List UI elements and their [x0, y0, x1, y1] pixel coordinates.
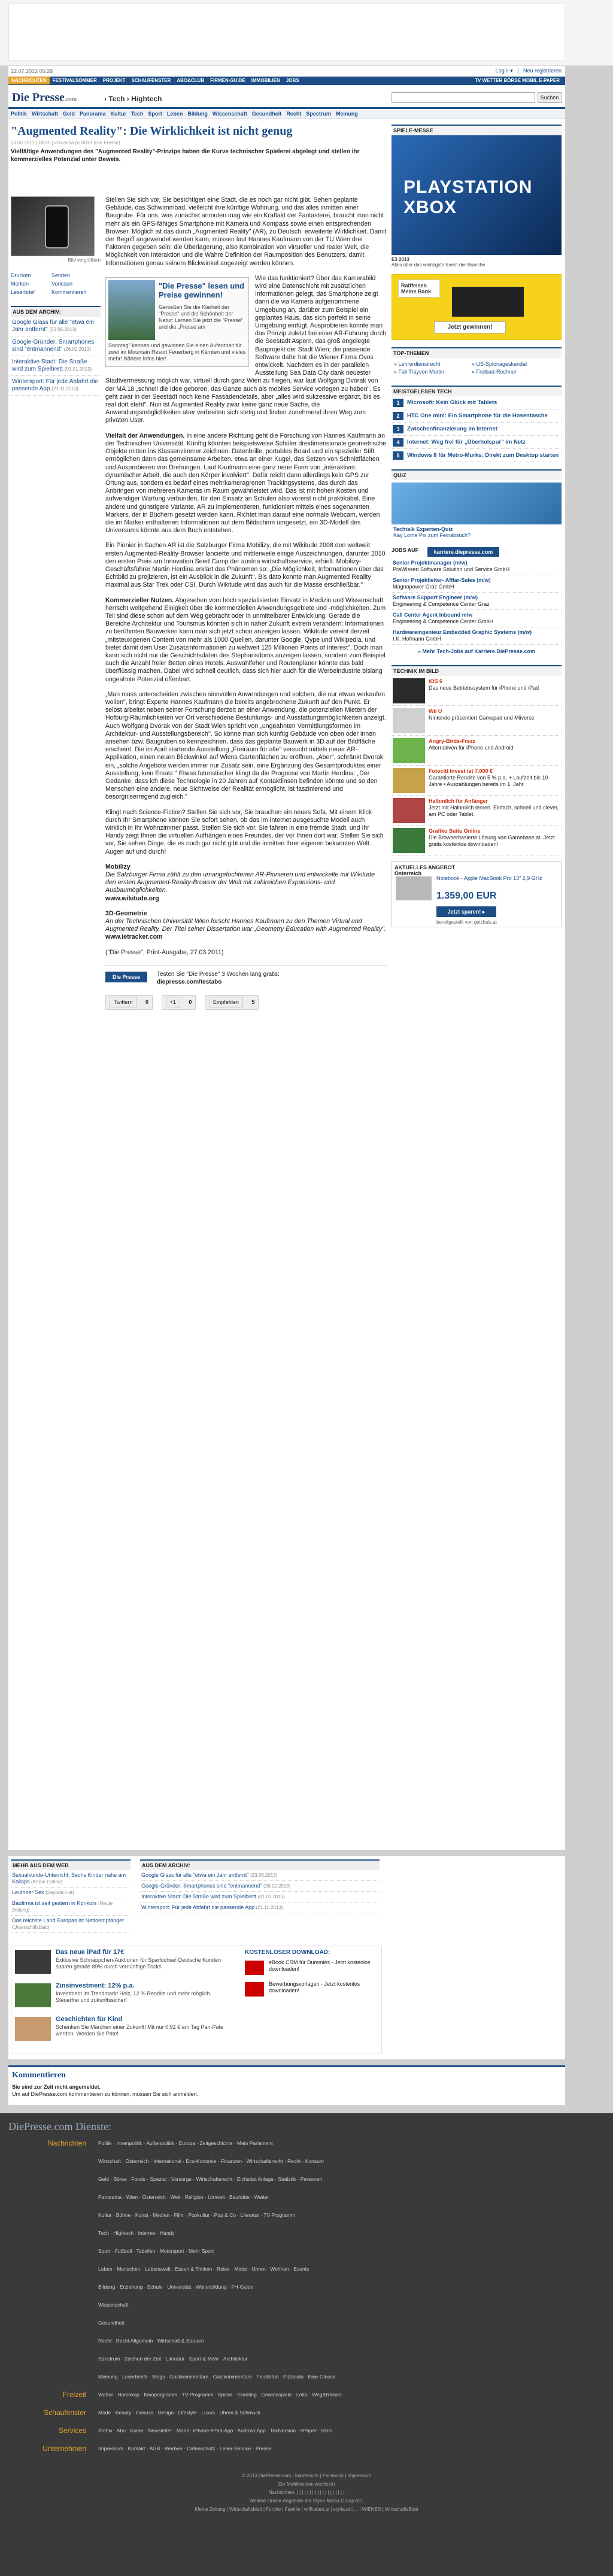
footer-legal-4: Weitere Online-Angebote der Styria Media Group AG: [249, 2498, 364, 2504]
job-item[interactable]: Senior Projektleiter- Afflar-Sales (m/w) Magnopower Graz GmbH [392, 575, 562, 593]
subnav-item[interactable]: Tech [131, 111, 144, 117]
footer-category-label: Freizeit [62, 2390, 86, 2399]
job-item[interactable]: Software Support Engineer (m/w) Engineering & Competence Center Graz [392, 593, 562, 610]
comments-title: Kommentieren [12, 2071, 66, 2080]
jobs-logo[interactable]: karriere.diepresse.com [427, 547, 499, 557]
smartphone-illustration [45, 205, 69, 248]
list-item[interactable]: 2 HTC One mini: Ein Smartphone für die Hosentasche [392, 409, 562, 423]
list-item[interactable]: 3 Zwischenfinanzierung im Internet [392, 423, 562, 436]
topthemen-list [392, 358, 562, 378]
sidebar [392, 125, 562, 927]
article-source: ("Die Presse", Print-Ausgabe, 27.03.2011) [105, 948, 224, 956]
datetime: 22.07.2013 05:28 [11, 68, 53, 74]
article-dateline: 26.03.2011 | 18:05 | von anna pribitzer (Die Presse) [11, 140, 120, 145]
subnav-item[interactable]: Meinung [335, 111, 358, 117]
list-item[interactable]: Sexualkunde-Unterricht: Sechs Kinder nahe am Kollaps (Krone Online) [11, 1870, 131, 1888]
thumbnail [393, 828, 425, 853]
list-item[interactable]: 1 Microsoft: Kein Glück mit Tablets [392, 396, 562, 409]
gallery-item[interactable]: Fotocitt Invest ist 7.000 € Garantierte Rendite von 5 % p.a. + Laufzeit bis 10 Jahre • Auszahlungen bereits im 1. Jahr [392, 766, 562, 796]
comments-login-status: Sie sind zur Zeit nicht angemeldet. [12, 2084, 101, 2090]
subnav-item[interactable]: Leben [166, 111, 183, 117]
thumbnail [15, 1950, 51, 1974]
promo-row[interactable]: Zinsinvestment: 12% p.a. Investment im Trendmarkt Holz, 12 % Rendite und mehr möglich. Steuerfrei und zukunftssicher! [15, 1982, 236, 2011]
thumbnail [393, 768, 425, 793]
footer-links[interactable]: Gesundheit [98, 2320, 125, 2326]
comment-button[interactable]: Kommentieren [51, 289, 87, 295]
footer-links[interactable]: Panorama · Wien · Österreich · Welt · Religion · Umwelt · Bauhütte · Wetter [98, 2194, 269, 2200]
mobilizy-link[interactable]: www.wikitude.org [105, 894, 159, 902]
quiz-title: QUIZ [392, 469, 562, 480]
letter-button[interactable]: Leserbrief [11, 289, 35, 295]
list-item[interactable]: Das reichste Land Europas ist Nettoempfänger (Unterschiffsblatt) [11, 1916, 131, 1933]
article-lead: Vielfältige Anwendungen des "Augmented Reality"-Prinzips haben die Kurve technischer Spielerei abgelegt und stellen ihr kommerzielles Potenzial unter Beweis. [11, 148, 360, 163]
footer-legal-3: Nachrichten: | | | | | | | | | | | | | | | | | | | [268, 2490, 345, 2495]
comments-login-hint[interactable]: Um auf DiePresse.com kommentieren zu können, müssen Sie sich anmelden. [12, 2091, 199, 2097]
offer-price: 1.359,00 EUR [436, 891, 497, 901]
job-item[interactable]: Call Center Agent Inbound m/w Engineering & Competence Center GmbH [392, 610, 562, 627]
geo-link[interactable]: www.ietracker.com [105, 933, 163, 941]
subnav-item[interactable]: Politik [11, 111, 28, 117]
footer-links[interactable]: Kultur · Bühne · Kunst · Medien · Film · Popkultur · Pop & Co · Literatur · TV-Programm [98, 2212, 296, 2218]
section-navigation [8, 109, 565, 119]
footer [0, 2113, 613, 2576]
lower-section [8, 1856, 565, 2059]
list-item[interactable]: Google Glass für alle "etwa ein Jahr entfernt" (23.06.2013) [140, 1870, 380, 1881]
promo-title: "Die Presse" lesen und Preise gewinnen! [159, 281, 245, 299]
archive-title-lower: AUS DEM ARCHIV: [140, 1859, 380, 1870]
nav-item-festivalsommer[interactable]: FESTIVALSOMMER [52, 78, 97, 83]
list-item[interactable]: Interaktive Stadt: Die Straße wird zum Spielbrett (01.01.2013) [140, 1892, 380, 1903]
footer-links[interactable]: Leben · Menschen · Lebenswelt · Essen & Trinken · Reise · Motor · Uhren · Wohnen · Events [98, 2266, 309, 2272]
job-item[interactable]: Hardwareingenieur Embedded Graphic Systems (m/w) I.K. Hofmann GmbH [392, 627, 562, 645]
read-aloud-button[interactable]: Vorlesen [51, 281, 73, 287]
nav-item-jobs[interactable]: JOBS [286, 78, 299, 83]
ad-headline: PLAYSTATION XBOX [403, 177, 533, 217]
footer-links[interactable]: Wissenschaft [98, 2302, 129, 2308]
topic-link[interactable]: » US-Spionageskandal [472, 361, 527, 367]
ebook-icon [245, 1982, 264, 1997]
promo-panel [11, 1946, 382, 2053]
footer-legal-1[interactable]: © 2013 DiePresse.com | Impressum | Facebook | Impressum [241, 2473, 372, 2478]
job-item[interactable]: Senior Projektmanager (m/w) PraWissen Software Solution und Service GmbH [392, 558, 562, 575]
article-tools [11, 272, 101, 298]
comments-section [8, 2065, 565, 2105]
ad-slot[interactable] [8, 4, 565, 61]
subnav-item[interactable]: Gesundheit [251, 111, 282, 117]
register-link[interactable]: Neu registrieren [523, 68, 562, 74]
site-logo[interactable]: Die Presse.com [12, 91, 77, 104]
plusone-button[interactable]: +1 0 [162, 995, 196, 1010]
paragraph: „Man muss unterscheiden zwischen sinnvollen Anwendungen und solchen, die nur etwas verkaufen wollen", bringt Experte Hannes Kaufmann die bereits angebrochene Zukunft auf den Punkt. Er selbst arbeitet neben seiner Forschung derzeit an einer Anwendung, die potenziellen Mietern der Hofburg-Räumlichkeiten vor Ort verschiedene Bestuhlungs- und Ausstattungsmöglichkeiten anzeigt. Auch Wolfgang Dvorak von der Stadt Wien spricht von „ungeahnten Vermittlungsformen im Architektur- und Ausstellungsbereich". So könne man sich künftig Gebäude von oben oder innen ansehen bzw. Baugruben so kennzeichnen, dass das geplante Bauwerk in 3D auf der Bildfläche erscheint. Die im April startende Ausstellung „Freiraum für alle" versucht mittels neuer AR-Applikation, einen neuen Blickwinkel auf Wiens Gartenflächen zu eröffnen. „Aber", schränkt Dvorak ein, „solche Angebote werden immer nur Zusatz sein, eine Ergänzung des Gesamtproduktes einer Ausstellung, kein Ersatz." Etwas futuristischer klingt da die Prognose von Martin Herdina: „Der Gedanke, dass ich diese Technologie in 20 Jahren auf Kontaktlinsen befinden könnte und so den Menschen eine andere, neue Sichtweise der Realität ermöglicht, ist faszinierend und besorgniserregend zugleich." [105, 690, 386, 801]
thumbnail [393, 678, 425, 703]
list-item[interactable]: 4 Internet: Weg frei für „Überholspur" im Netz [392, 436, 562, 449]
win-button[interactable]: Jetzt gewinnen! [434, 321, 506, 333]
footer-links[interactable]: Spectrum · Zeichen der Zeit · Literatur · Sport & Mehr · Architektur [98, 2356, 248, 2362]
subnav-item[interactable]: Spectrum [306, 111, 331, 117]
article-body: Stellen Sie sich vor, Sie besichtigen eine Stadt, die es noch gar nicht gibt. Sehen geplante Gebäude, das Schwimmbad, vielleicht ihre künftige Wohnung, und das alles inmitten einer Baugrube. Für uns, was zunächst anmuten mag wie ein Kraftakt der Fantasterei, braucht man nicht mehr als ein GPS-fähiges Smartphone mit Kamera und Kompass sowie einen entsprechenden Browser. Möglich ist das durch „Augmented Reality" (AR), zu Deutsch: erweiterte Wirklichkeit. Damit der Begriff angewendet werden kann, müssen laut Hannes Kaufmann von der TU Wien drei Faktoren gegeben sein: die Überlagerung, also Kombination von virtueller und realer Welt, die Möglichkeit von Interaktion und die Wahre Definition der Raumposition des Benutzers, damit Informationen genau seinem Blickwinkel angezeigt werden können. "Die Presse" lesen und Preise gewinnen! Genießen Sie die Klarheit der "Presse" und die Schönheit der Natur: Lernen Sie jetzt die "Presse" und die „Presse am Sonntag" kennen und gewinnen Sie einen Aufenthalt für zwei im Mountain Resort Feuerberg in Kärnten und vieles mehr! Nähere Infos hier! Wie das funktioniert? Über das Kamerabild wird eine Datenschicht mit zusätzlichen Informationen gelegt, das Smartphone zeigt dann die via Kamera aufgenommene Umgebung an, darüber zum Beispiel ein geplantes Haus, das sich perfekt in seine Umgebung einfügt. Ausprobieren konnte man das Prinzip zuletzt bei einer AR-Führung durch die Seestadt Aspern, das groß angelegte Bauprojekt der Stadt Wien; die passende Software dafür hat die Wiener Firma Ovos entwickelt. Nachdem es in der parallelen Ausstellung Sea Data City dank neuester Stadtvermessung möglich war, virtuell durch ganz Wien zu fliegen, war laut Wolfgang Dvorak von der MA 18 „schnell die Idee geboren, das Ganze auch als mobiles Service vorlegen zu haben". Es geht zwar in der Seestadt noch keine Fassadendetails, aber „alles wird sukzessive ergänzt, bis es real dort steht". Nun ist Augmented Reality zwar keine ganz neue Sache, die Anwendungsmöglichkeiten aber verbreiten sich stetig und finden zunehmend ihren Weg zum privaten User. Vielfalt der Anwendungen. In eine andere Richtung geht die Forschung von Hannes Kaufmann an der Technischen Universität. Künftig könnten beispielsweise Schüler dreidimensionale geometrische Objekte mitten ins Klassenzimmer zeichnen. Datenbrille, portables Board und ein spezieller Stift ermöglichen dann das gemeinsame Arbeiten, etwa an einer Kugel, das Setzen von Schnittflächen und Ausprobieren von Drehungen. Laut Kaufmann eine ganz neue Form von „interaktiver, dynamischer Arbeit, die auch den Körper involviert". Dafür reicht dann allerdings kein GPS zur Ortung aus, sondern es bedarf eines mehrkameragrenen Trackingsystems, das durch das Anbringen von mehreren Kameras im Raum gewährleistet wird. Das ist mit hohen Kosten und aufwendiger Wartung verbunden, für den Einsatz an Schulen also vorerst nicht praktikabel. Eine andere und günstigere Variante, AR zu implementieren, funktioniert mittels eines sogenannten Markers, der in Büchern gesetzt werden kann. Richtet man darauf eine normale Webcam, werden die im Marker enthaltenen Informationen auf dem Bildschirm umgesetzt, ein 3D-Modell des Universums könnte aus dem Buch entstehen. Ein Pionier in Sachen AR ist die Salzburger Firma Mobilizy, die mit Wikitude 2008 den weltweit ersten Augmented-Reality-Browser lancierte und mittlerweile einige Auszeichnungen, darunter 2010 den ersten Preis am Innovation Seed Camp der austria wirtschaftsservice, erhielt. Mobilizy-Geschäftsführer Martin Herdina erklärt das Phänomen so: „Die Möglichkeit, Informationen über das Echtbild zu projizieren, ist ein Ausblick in die Zukunft". Bis dato konnte man Augmented Reality maximal aus Star Trek oder CSI, Durch Wikitude wird das auch für die Masse erschließbar." Kommerzieller Nutzen. Abgesehen vom hoch spezialisierten Einsatz in Medizin und Wissenschaft herrscht weitgehend Einigkeit über die kommerziellen Anwendungsgebiete und -möglichkeiten. Zum Teil sind diese schon auf dem Weg gebracht oder in unmittelbarer Entwicklung. Gerade die Bereiche Architektur und Tourismus könnten sich in naher Zukunft extrem verändern: Informationen zu berühmten Bauwerken kann man sich jetzt schon anzeigen lassen. Wikitude vereint derzeit „mitsteuxigenen Content von mehr als 1000 Quellen, darunter Google, Qype und Wikipedia, und bietet damit dem User Zusatzinformationen zu weltweit 125 Millionen Points of Interest". Doch man kann sich nicht nur die Geschichtsdaten des Stephansdoms anzeigen lassen, sondern zum Beispiel auch die Anzahl freier Betten eines Hotels. Auswahlfeher und Routenplaner könnte das bald überflüssig machen. Dabei wird schnell deutlich, dass sich hier auch für die Werbeindustrie bislang ungeahnte Potenzial offenbart. „Man muss unterscheiden zwischen sinnvollen Anwendungen und solchen, die nur etwas verkaufen wollen", bringt Experte Hannes Kaufmann die bereits angebrochene Zukunft auf den Punkt. Er selbst arbeitet neben seiner Forschung derzeit an einer Anwendung, die potenziellen Mietern der Hofburg-Räumlichkeiten vor Ort verschiedene Bestuhlungs- und Ausstattungsmöglichkeiten anzeigt. Auch Wolfgang Dvorak von der Stadt Wien spricht von „ungeahnten Vermittlungsformen im Architektur- und Ausstellungsbereich". So könne man sich künftig Gebäude von oben oder innen ansehen bzw. Baugruben so kennzeichnen, dass das geplante Bauwerk in 3D auf der Bildfläche erscheint. Die im April startende Ausstellung „Freiraum für alle" versucht mittels neuer AR-Applikation, einen neuen Blickwinkel auf Wiens Gartenflächen zu eröffnen. „Aber", schränkt Dvorak ein, „solche Angebote werden immer nur Zusatz sein, eine Ergänzung des Gesamtproduktes einer Ausstellung, kein Ersatz." Etwas futuristischer klingt da die Prognose von Martin Herdina: „Der Gedanke, dass ich diese Technologie in 20 Jahren auf Kontaktlinsen befinden könnte und so den Menschen eine andere, neue Sichtweise der Realität ermöglicht, ist faszinierend und besorgniserregend zugleich." Klingt nach Science-Fiction? Stellen Sie sich vor, Sie brauchen ein neues Sofa. Mit einem Klick durch Ihr Smartphone können Sie sofort sehen, ob das im Internet ausgesuchte Modell auch wirklich in Ihr Wohnzimmer passt. Stellen Sie sich vor, Sie fahren in eine fremde Stadt, und Ihr Handy zeigt Ihnen die virtuellen Aufhängen eines Freundes, der vor Ihnen dort war. Stellen Sie sich vor, Sie sehen Dinge, die es noch gar nicht gibt und die inmitten Ihrer eigenen bekannten Welt. Augen auf und durch! Mobilizy Die Salzburger Firma zählt zu den umangefochtenen AR-Pionieren und entwickelte mit Wikitude den ersten Augmented-Reality-Browser der Welt mit zahlreichen Expansions- und Ausbaumöglichkeiten. www.wikitude.org 3D-Geometrie An der Technischen Universität Wien forscht Hannes Kaufmann zu den Themen Virtual und Augmented Reality. Der Titel seiner Dissertation war „Geometry Education with Augmented Reality". www.ietracker.com ("Die Presse", Print-Ausgabe, 27.03.2011) Die Presse Testen Sie "Die Presse" 3 Wochen lang gratis: diepresse.com/testabo Twittern 0 +1 0 Empfehlen 5 [105, 196, 387, 1015]
footer-heading: DiePresse.com Dienste: [8, 2120, 111, 2132]
footer-category-label: Unternehmen [43, 2444, 86, 2453]
list-item[interactable]: Wintersport: Für jede Abfahrt die passende App (21.11.2013) [11, 376, 101, 396]
footer-category-label: Nachrichten [47, 2139, 86, 2147]
save-now-button[interactable]: Jetzt sparen! ▸ [436, 906, 496, 917]
footer-legal-2[interactable]: Zur Mobilversion wechseln [278, 2481, 335, 2487]
article-left-column [11, 196, 101, 396]
paragraph: Stellen Sie sich vor, Sie besichtigen eine Stadt, die es noch gar nicht gibt. Sehen geplante Gebäude, das Schwimmbad, vielleicht ihre künftige Wohnung, und das alles inmitten einer Baugrube. Für uns, was zunächst anmuten mag wie ein Kraftakt der Fantasterei, braucht man nicht mehr als ein GPS-fähiges Smartphone mit Kamera und Kompass sowie einen entsprechenden Browser. Möglich ist das durch „Augmented Reality" (AR), zu Deutsch: erweiterte Wirklichkeit. Damit der Begriff angewendet werden kann, müssen laut Hannes Kaufmann von der TU Wien drei Faktoren gegeben sein: die Überlagerung, also Kombination von virtueller und realer Welt, die Möglichkeit von Interaktion und die Wahre Definition der Raumposition des Benutzers, damit Informationen genau seinem Blickwinkel angezeigt werden können. [105, 196, 387, 267]
thumbnail [393, 798, 425, 823]
login-link[interactable]: Login ▾ [495, 68, 513, 74]
download-item[interactable]: eBook CRM für Dummies - Jetzt kostenlos downloaden! [245, 1959, 377, 1977]
thumbnail [393, 738, 425, 763]
jobs-header: JOBS AUF karriere.diepresse.com [392, 547, 562, 558]
footer-links[interactable]: Meinung · Leserbriefe · Blogs · Gastkommentare · Gastkommentare · Feuilleton · Pizzicato · Eine Glosse [98, 2374, 336, 2380]
list-item[interactable]: Google-Gründer: Smartphones sind "entmannend" (26.02.2013) [11, 336, 101, 356]
list-item[interactable]: 5 Windows 8 für Metro-Murks: Direkt zum Desktop starten [392, 449, 562, 462]
gallery-item[interactable]: Angry-Birds-Frezz Alternativen für iPhone und Android [392, 736, 562, 766]
info-box: 3D-Geometrie An der Technischen Universität Wien forscht Hannes Kaufmann zu den Themen Virtual und Augmented Reality. Der Titel seiner Dissertation war „Geometry Education with Augmented Reality". www.ietracker.com [105, 909, 386, 941]
like-button[interactable]: Empfehlen 5 [205, 995, 259, 1010]
top-banner-ad [0, 0, 613, 66]
promo-row[interactable]: Das neue iPad für 17€ Exklusive Schnäppchen-Auktionen für Sparfüchse! Deutsche Kunden sparen gerade 89% durch vernünftige Tricks [15, 1949, 236, 1977]
footer-links[interactable]: Bildung · Erziehung · Schule · Universität · Weiterbildung · FH-Guide [98, 2284, 254, 2290]
nav-item-schaufenster[interactable]: SCHAUFENSTER [131, 78, 171, 83]
footer-category-label: Services [58, 2426, 86, 2435]
nav-item-projekt[interactable]: PROJEKT [102, 78, 126, 83]
mostread-title: MEISTGELESEN TECH [392, 386, 562, 396]
thumbnail [15, 1983, 51, 2007]
article-image[interactable] [11, 196, 95, 256]
trial-logo: Die Presse [105, 972, 147, 982]
topic-link[interactable]: » Freibad-Rechner [472, 369, 517, 375]
raiffeisen-ad[interactable] [392, 274, 562, 340]
tech-gallery-list [392, 676, 562, 855]
promo-box[interactable] [105, 277, 249, 367]
trial-text: Testen Sie "Die Presse" 3 Wochen lang gratis: diepresse.com/testabo [157, 970, 280, 986]
offer-title: AKTUELLES ANGEBOT Österreich [394, 864, 456, 876]
footer-legal-5[interactable]: Kleine Zeitung | Wirtschaftsblatt | Furche | Familie | willhaben.at | styria.at | ... | WIENER | WirtschaftsBlatt [195, 2507, 418, 2512]
info-box: Mobilizy Die Salzburger Firma zählt zu den umangefochtenen AR-Pionieren und entwickelte mit Wikitude den ersten Augmented-Reality-Browser der Welt mit zahlreichen Expansions- und Ausbaumöglichkeiten. www.wikitude.org [105, 863, 375, 902]
footer-links[interactable]: Politik · Innenpolitik · Außenpolitik · Europa · Zeitgeschichte · Mein Parlament [98, 2140, 273, 2146]
enlarge-image-link[interactable]: Bild vergrößern [68, 257, 101, 263]
thumbnail [393, 708, 425, 733]
web-column [11, 1859, 131, 1933]
footer-links[interactable]: Archiv · Abo · Kurse · Newsletter · Mobil · iPhone-/iPad-App · Android-App · Textversion · ePaper · RSS [98, 2428, 332, 2434]
raiffeisen-logo: Raiffeisen Meine Bank [398, 280, 440, 298]
web-title: MEHR AUS DEM WEB [11, 1859, 131, 1870]
list-item[interactable]: Leutnoer Sex (Saybatch.at) [11, 1888, 131, 1898]
gallery-item[interactable]: iOS 6 Das neue Betriebssystem für iPhone und iPad [392, 676, 562, 706]
subnav-item[interactable]: Sport [148, 111, 162, 117]
main-column [11, 125, 388, 1005]
topic-link[interactable]: » Lehrerdienstrecht [394, 361, 441, 367]
mostread-list [392, 396, 562, 462]
paragraph: Klingt nach Science-Fiction? Stellen Sie sich vor, Sie brauchen ein neues Sofa. Mit einem Klick durch Ihr Smartphone können Sie sofort sehen, ob das im Internet ausgesuchte Modell auch wirklich in Ihr Wohnzimmer passt. Stellen Sie sich vor, Sie fahren in eine fremde Stadt, und Ihr Handy zeigt Ihnen die virtuellen Aufhängen eines Freundes, der vor Ihnen dort war. Stellen Sie sich vor, Sie sehen Dinge, die es noch gar nicht gibt und die inmitten Ihrer eigenen bekannten Welt. Augen auf und durch! [105, 808, 384, 855]
meta-bar: 22.07.2013 05:28 Login ▾ | Neu registrieren [8, 66, 565, 77]
trial-link[interactable]: diepresse.com/testabo [157, 979, 222, 986]
article-title: "Augmented Reality": Die Wirklichkeit ist nicht genug [11, 125, 293, 138]
list-item[interactable]: Google-Gründer: Smartphones sind "entmannend" (26.02.2013) [140, 1881, 380, 1892]
trial-box[interactable] [105, 965, 387, 989]
list-item[interactable]: Interaktive Stadt: Die Straße wird zum Spielbrett (01.01.2013) [11, 356, 101, 376]
download-title: KOSTENLOSER DOWNLOAD: [245, 1949, 330, 1956]
list-item[interactable]: Baufirma ist seit gestern in Konkurs (Heute Zeitung) [11, 1898, 131, 1916]
download-item[interactable]: Bewerbungsvorlagen - Jetzt kostenlos downloaden! [245, 1981, 377, 1999]
topthemen-title: TOP-THEMEN [392, 347, 562, 358]
subheading: Vielfalt der Anwendungen. [105, 432, 185, 439]
gallery-item[interactable]: Wii U Nintendo präsentiert Gamepad und Miiverse [392, 706, 562, 736]
nav-item-abo-club[interactable]: ABO&CLUB [177, 78, 205, 83]
nav-item-firmen-guide[interactable]: FIRMEN-GUIDE [210, 78, 245, 83]
archive-title: AUS DEM ARCHIV: [11, 306, 101, 317]
nav-item-nachrichten[interactable]: NACHRICHTEN [8, 77, 50, 84]
quiz-link[interactable]: Techtalk Experten-Quiz Kay Lome Pix zum Feinabsuch? [393, 526, 471, 538]
more-jobs-link[interactable]: » Mehr Tech-Jobs auf Karriere.DiePresse.com [418, 648, 535, 654]
thumbnail [15, 2017, 51, 2041]
list-item[interactable]: Wintersport: Für jede Abfahrt die passende App (21.11.2013) [140, 1903, 380, 1913]
list-item[interactable]: Google Glass für alle "etwa ein Jahr entfernt" (23.06.2013) [11, 317, 101, 336]
print-button[interactable]: Drucken [11, 272, 31, 278]
masthead [8, 85, 565, 109]
footer-links[interactable]: Geld · Börse · Fonds · Spezial · Vorsorge · Wirtschaftsrecht · Eichstätt Anlage · Statistik · Personen [98, 2176, 323, 2182]
promo-row[interactable]: Geschichten für Kind Schenken Sie Märchen einer Zukunft! Mit nur 0,92 € am Tag Pan-Pate werden. Werden Sie Pate! [15, 2016, 236, 2044]
ad-caption[interactable]: E3 2013 Alles über das wichtigste Event der Branche [392, 257, 485, 268]
footer-links[interactable]: Wirtschaft · Österreich · International · Eco-Konomie · Finanzen · Wirtschaftsrecht · Recht · Konsum [98, 2158, 324, 2164]
send-button[interactable]: Senden [51, 272, 71, 278]
subnav-item[interactable]: Panorama [79, 111, 106, 117]
site-wrapper [8, 66, 565, 1850]
footer-links[interactable]: Sport · Fußball · Tabellen · Motorsport · Mehr Sport [98, 2248, 214, 2254]
ad-label: SPIELE-MESSE [392, 125, 562, 135]
nav-right-links[interactable]: TV WETTER BÖRSE MOBIL E-PAPER [475, 78, 560, 83]
offer-provider: bereitgestellt von geizhals.at [436, 920, 497, 925]
footer-links[interactable]: Tech · Hightech · Internet · Handy [98, 2230, 175, 2236]
offer-box [392, 861, 562, 927]
footer-links[interactable]: Impressum · Kontakt · AGB · Werben · Datenschutz · Leser-Service · Presse [98, 2445, 272, 2451]
nav-item-immobilien[interactable]: IMMOBILIEN [251, 78, 280, 83]
techbild-title: TECHNIK IM BILD [392, 665, 562, 676]
subnav-item[interactable]: Wirtschaft [32, 111, 58, 117]
search-input[interactable] [392, 92, 535, 103]
subnav-item[interactable]: Wissenschaft [212, 111, 247, 117]
footer-category-label: Schaufenster [44, 2408, 86, 2417]
share-bar [105, 995, 387, 1015]
download-column [245, 1949, 377, 1999]
card-illustration [452, 287, 524, 317]
footer-links[interactable]: Mode · Beauty · Genuss · Design · Lifestyle · Luxus · Uhren & Schmuck [98, 2410, 261, 2416]
promo-footer: Sonntag" kennen und gewinnen Sie einen Aufenthalt für zwei im Mountain Resort Feuerberg in Kärnten und vieles mehr! Nähere Infos hier! [108, 342, 246, 362]
gallery-item[interactable]: Halbmilch für Anfänger Jetzt mit Halbmilch lernen. Einfach, schnell und clever, am PC oder Tablet. [392, 796, 562, 826]
tweet-button[interactable]: Twittern 0 [105, 995, 153, 1010]
archive-column [140, 1859, 380, 1913]
footer-links[interactable]: Recht · Recht Allgemein · Wirtschaft & Steuern [98, 2338, 204, 2344]
promo-text: Genießen Sie die Klarheit der "Presse" und die Schönheit der Natur: Lernen Sie jetzt die "Presse" und die „Presse am [159, 304, 243, 330]
subheading: Kommerzieller Nutzen. [105, 596, 174, 604]
jobs-list [392, 558, 562, 645]
subnav-item[interactable]: Recht [286, 111, 302, 117]
bookmark-button[interactable]: Merken [11, 281, 29, 287]
subnav-item[interactable]: Bildung [187, 111, 208, 117]
subnav-item[interactable]: Kultur [110, 111, 126, 117]
subnav-item[interactable]: Geld [62, 111, 75, 117]
e3-ad[interactable] [392, 135, 562, 255]
paragraph: Ein Pionier in Sachen AR ist die Salzburger Firma Mobilizy, die mit Wikitude 2008 den weltweit ersten Augmented-Reality-Browser lancierte und mittlerweile einige Auszeichnungen, darunter 2010 den ersten Preis am Innovation Seed Camp der austria wirtschaftsservice, erhielt. Mobilizy-Geschäftsführer Martin Herdina erklärt das Phänomen so: „Die Möglichkeit, Informationen über das Echtbild zu projizieren, ist ein Ausblick in die Zukunft". Bis dato konnte man Augmented Reality maximal aus Star Trek oder CSI, Durch Wikitude wird das auch für die Masse erschließbar." [105, 542, 386, 589]
footer-links[interactable]: Wetter · Horoskop · Kinoprogramm · TV-Programm · Spiele · Ticketing · Gewinnspiele · Lotto · Weg&Reisen [98, 2392, 342, 2398]
paragraph: Wie das funktioniert? Über das Kamerabild wird eine Datenschicht mit zusätzlichen Informationen gelegt, das Smartphone zeigt dann die via Kamera aufgenommene Umgebung an, darüber zum Beispiel ein geplantes Haus, das sich perfekt in seine Umgebung einfügt. Ausprobieren konnte man das Prinzip zuletzt bei einer AR-Führung durch die Seestadt Aspern, das groß angelegte Bauprojekt der Stadt Wien; die passende Software dafür hat die Wiener Firma Ovos entwickelt. Nachdem es in der parallelen Ausstellung Sea Data City dank neuester Stadtvermessung möglich war, virtuell durch ganz Wien zu fliegen, war laut Wolfgang Dvorak von der MA 18 „schnell die Idee geboren, das Ganze auch als mobiles Service vorlegen zu haben". Es geht zwar in der Seestadt noch keine Fassadendetails, aber „alles wird sukzessive ergänzt, bis es real dort steht". Nun ist Augmented Reality zwar keine ganz neue Sache, die Anwendungsmöglichkeiten aber verbreiten sich stetig und finden zunehmend ihren Weg zum privaten User. [105, 274, 387, 424]
laptop-image [396, 876, 432, 900]
gallery-item[interactable]: Grafiko Suite Online Die Browserbasierte Lösung von Gamebase.at. Jetzt gratis kostenlos downloaden! [392, 826, 562, 855]
ebook-icon [245, 1961, 264, 1975]
archive-list [11, 317, 101, 396]
breadcrumb[interactable]: › Tech › Hightech [104, 95, 162, 103]
topic-link[interactable]: » Fall Trayvon Martin [394, 369, 445, 375]
search-button[interactable]: Suchen [538, 92, 562, 103]
promo-image [108, 280, 155, 340]
top-navigation [8, 77, 565, 85]
offer-description[interactable]: Notebook - Apple MacBook Pro 13" 2,9 GHz [436, 875, 542, 881]
quiz-image[interactable] [392, 483, 562, 524]
